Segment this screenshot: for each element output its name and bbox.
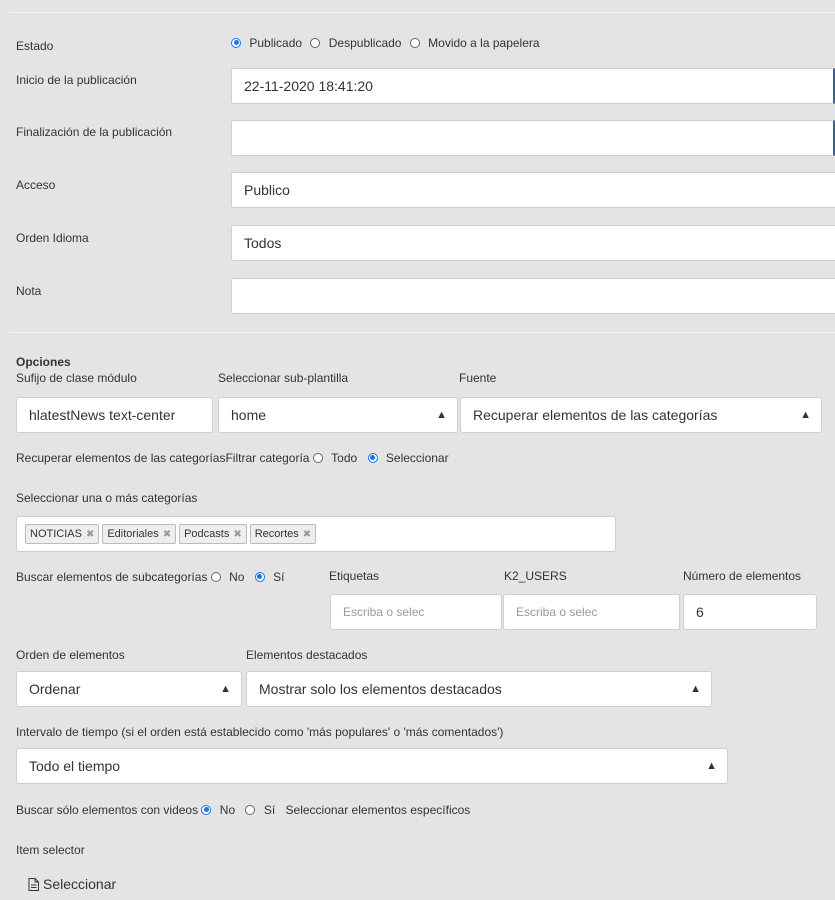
sort-arrows-icon: ▲︎ xyxy=(706,760,717,772)
especificos-label: Seleccionar elementos específicos xyxy=(285,802,471,817)
intervalo-value: Todo el tiempo xyxy=(29,758,121,774)
videos-no-label[interactable]: No xyxy=(219,802,236,817)
videos-label: Buscar sólo elementos con videos xyxy=(16,802,199,817)
category-tag-label: NOTICIAS xyxy=(30,528,82,540)
k2users-placeholder: Escriba o selec xyxy=(516,605,598,619)
subcat-no-radio[interactable] xyxy=(211,572,221,582)
videos-si-radio[interactable] xyxy=(245,805,255,815)
estado-label: Estado xyxy=(16,39,54,53)
videos-no-radio[interactable] xyxy=(201,805,211,815)
sort-arrows-icon: ▲︎ xyxy=(220,683,231,695)
fuente-value: Recuperar elementos de las categorías xyxy=(473,407,718,423)
orden-label: Orden de elementos xyxy=(16,648,125,662)
category-tag[interactable] xyxy=(25,524,99,544)
nota-label: Nota xyxy=(16,284,42,298)
etiquetas-input[interactable] xyxy=(330,594,502,630)
estado-publicado-label[interactable]: Publicado xyxy=(249,35,303,50)
finalizacion-publicacion-input[interactable] xyxy=(231,120,835,156)
category-tag[interactable] xyxy=(250,524,316,544)
filtro-todo-label[interactable]: Todo xyxy=(331,450,358,465)
remove-icon[interactable]: ✖ xyxy=(162,528,172,540)
intervalo-select[interactable] xyxy=(16,748,728,784)
filtro-label: Recuperar elementos de las categoríasFiltrar categoría xyxy=(16,450,310,465)
numero-input[interactable]: 6 xyxy=(683,594,817,630)
seleccionar-button[interactable] xyxy=(28,876,116,892)
orden-idioma-label: Orden Idioma xyxy=(16,231,89,245)
sort-arrows-icon: ▲︎ xyxy=(436,409,447,421)
seleccionar-button-label: Seleccionar xyxy=(43,876,117,892)
sort-arrows-icon: ▲︎ xyxy=(800,409,811,421)
subcat-si-radio[interactable] xyxy=(255,572,265,582)
filtro-todo-radio[interactable] xyxy=(313,453,323,463)
filtro-seleccionar-radio[interactable] xyxy=(368,453,378,463)
estado-publicado-radio[interactable] xyxy=(231,38,241,48)
item-selector-label: Item selector xyxy=(16,843,85,857)
nota-input[interactable] xyxy=(231,278,835,314)
videos-row xyxy=(16,802,470,817)
opciones-heading: Opciones xyxy=(16,355,71,369)
filtro-seleccionar-label[interactable]: Seleccionar xyxy=(385,450,449,465)
category-tag-label: Editoriales xyxy=(107,528,159,540)
remove-icon[interactable]: ✖ xyxy=(302,528,312,540)
category-tag-label: Recortes xyxy=(254,528,299,540)
subplantilla-select[interactable] xyxy=(218,397,458,433)
remove-icon[interactable]: ✖ xyxy=(233,528,242,540)
acceso-label: Acceso xyxy=(16,178,56,192)
etiquetas-label: Etiquetas xyxy=(329,569,380,583)
subcat-no-label[interactable]: No xyxy=(229,569,245,584)
subcat-si-label[interactable]: Sí xyxy=(273,569,285,584)
inicio-publicacion-input[interactable]: 22-11-2020 18:41:20 xyxy=(231,68,835,104)
sufijo-label: Sufijo de clase módulo xyxy=(16,371,137,385)
document-icon xyxy=(28,878,39,891)
subplantilla-label: Seleccionar sub-plantilla xyxy=(218,371,349,385)
filtro-row xyxy=(16,450,449,465)
estado-papelera-label[interactable]: Movido a la papelera xyxy=(428,35,540,50)
destacados-value: Mostrar solo los elementos destacados xyxy=(259,681,502,697)
estado-radio-group xyxy=(231,35,540,50)
k2users-label: K2_USERS xyxy=(504,569,567,583)
destacados-label: Elementos destacados xyxy=(246,648,368,662)
numero-label: Número de elementos xyxy=(683,569,802,583)
fuente-label: Fuente xyxy=(459,371,497,385)
acceso-select[interactable]: Publico xyxy=(231,172,835,208)
category-tag[interactable] xyxy=(102,524,176,544)
destacados-select[interactable] xyxy=(246,671,712,707)
intervalo-label: Intervalo de tiempo (si el orden está establecido como 'más populares' o 'más comentados') xyxy=(16,725,504,739)
videos-si-label[interactable]: Sí xyxy=(263,802,276,817)
categorias-multiselect[interactable] xyxy=(16,516,616,552)
orden-select[interactable] xyxy=(16,671,242,707)
subcat-label: Buscar elementos de subcategorías xyxy=(16,569,208,584)
finalizacion-label: Finalización de la publicación xyxy=(16,125,173,139)
category-tag-label: Podcasts xyxy=(184,528,230,540)
estado-despublicado-radio[interactable] xyxy=(310,38,320,48)
remove-icon[interactable]: ✖ xyxy=(85,528,95,540)
orden-value: Ordenar xyxy=(29,681,81,697)
orden-idioma-select[interactable]: Todos xyxy=(231,225,835,261)
estado-despublicado-label[interactable]: Despublicado xyxy=(328,35,402,50)
sort-arrows-icon: ▲︎ xyxy=(690,683,701,695)
subcat-row xyxy=(16,569,285,584)
categorias-label: Seleccionar una o más categorías xyxy=(16,491,198,505)
subplantilla-value: home xyxy=(231,407,267,423)
k2users-input[interactable] xyxy=(503,594,680,630)
etiquetas-placeholder: Escriba o selec xyxy=(343,605,425,619)
fuente-select[interactable] xyxy=(460,397,822,433)
inicio-label: Inicio de la publicación xyxy=(16,73,137,87)
category-tag[interactable] xyxy=(179,524,247,544)
estado-papelera-radio[interactable] xyxy=(410,38,420,48)
sufijo-input[interactable]: hlatestNews text-center xyxy=(16,397,213,433)
